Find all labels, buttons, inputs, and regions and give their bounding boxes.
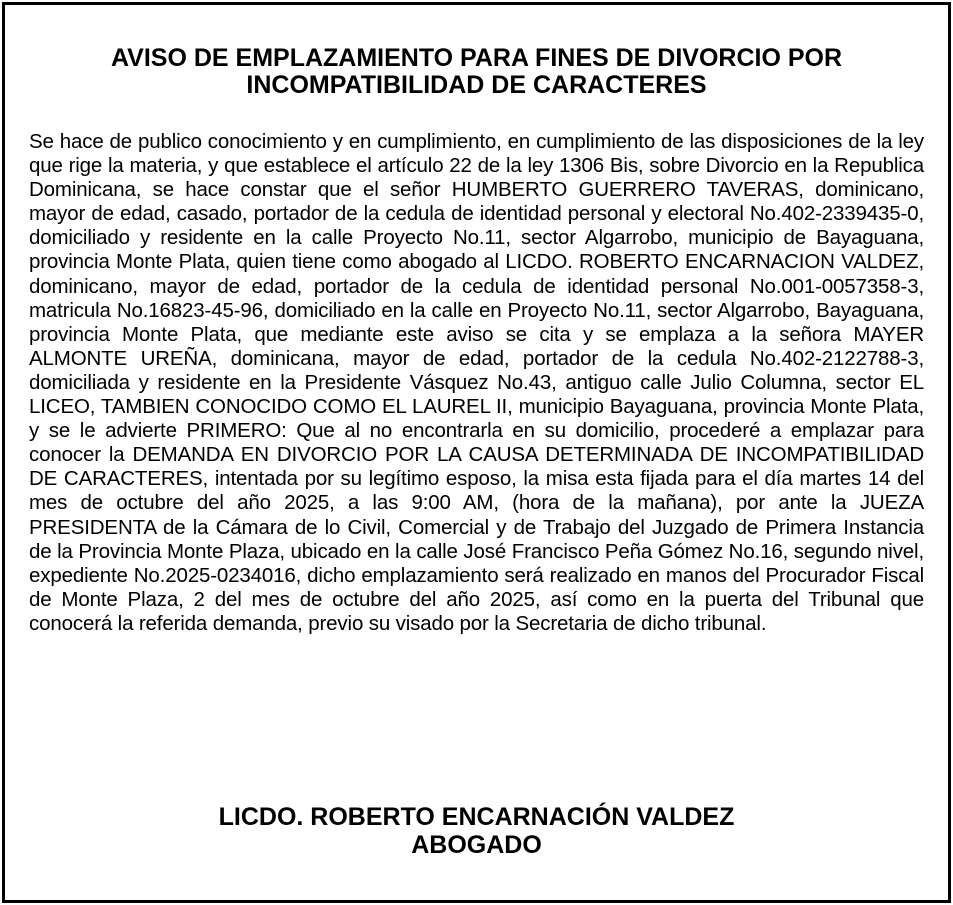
signature-name: LICDO. ROBERTO ENCARNACIÓN VALDEZ (218, 803, 735, 831)
notice-title-line-2: INCOMPATIBILIDAD DE CARACTERES (246, 71, 707, 99)
legal-notice-box (2, 2, 951, 903)
signature-block (5, 803, 948, 859)
notice-title (5, 45, 948, 99)
notice-title-line-1: AVISO DE EMPLAZAMIENTO PARA FINES DE DIVORCIO POR (110, 44, 843, 72)
signature-role: ABOGADO (411, 831, 542, 859)
notice-body: Se hace de publico conocimiento y en cumplimiento, en cumplimiento de las disposiciones de la ley que rige la materia, y que establece el artículo 22 de la ley 1306 Bis, sobre Divorcio en la Republica Dominicana, se hace constar que el señor HUMBERTO GUERRERO TAVERAS, dominicano, mayor de edad, casado, portador de la cedula de identidad personal y electoral No.402-2339435-0, domiciliado y residente en la calle Proyecto No.11, sector Algarrobo, municipio de Bayaguana, provincia Monte Plata, quien tiene como abogado al LICDO. ROBERTO ENCARNACION VALDEZ, dominicano, mayor de edad, portador de la cedula de identidad personal No.001-0057358-3, matricula No.16823-45-96, domiciliado en la calle en Proyecto No.11, sector Algarrobo, Bayaguana, provincia Monte Plata, que mediante este aviso se cita y se emplaza a la señora MAYER ALMONTE UREÑA, dominicana, mayor de edad, portador de la cedula No.402-2122788-3, domiciliada y residente en la Presidente Vásquez No.43, antiguo calle Julio Columna, sector EL LICEO, TAMBIEN CONOCIDO COMO EL LAUREL II, municipio Bayaguana, provincia Monte Plata, y se le advierte PRIMERO: Que al no encontrarla en su domicilio, procederé a emplazar para conocer la DEMANDA EN DIVORCIO POR LA CAUSA DETERMINADA DE INCOMPATIBILIDAD DE CARACTERES, intentada por su legítimo esposo, la misa esta fijada para el día martes 14 del mes de octubre del año 2025, a las 9:00 AM, (hora de la mañana), por ante la JUEZA PRESIDENTA de la Cámara de lo Civil, Comercial y de Trabajo del Juzgado de Primera Instancia de la Provincia Monte Plaza, ubicado en la calle José Francisco Peña Gómez No.16, segundo nivel, expediente No.2025-0234016, dicho emplazamiento será realizado en manos del Procurador Fiscal de Monte Plaza, 2 del mes de octubre del año 2025, así como en la puerta del Tribunal que conocerá la referida demanda, previo su visado por la Secretaria de dicho tribunal. (29, 130, 924, 635)
